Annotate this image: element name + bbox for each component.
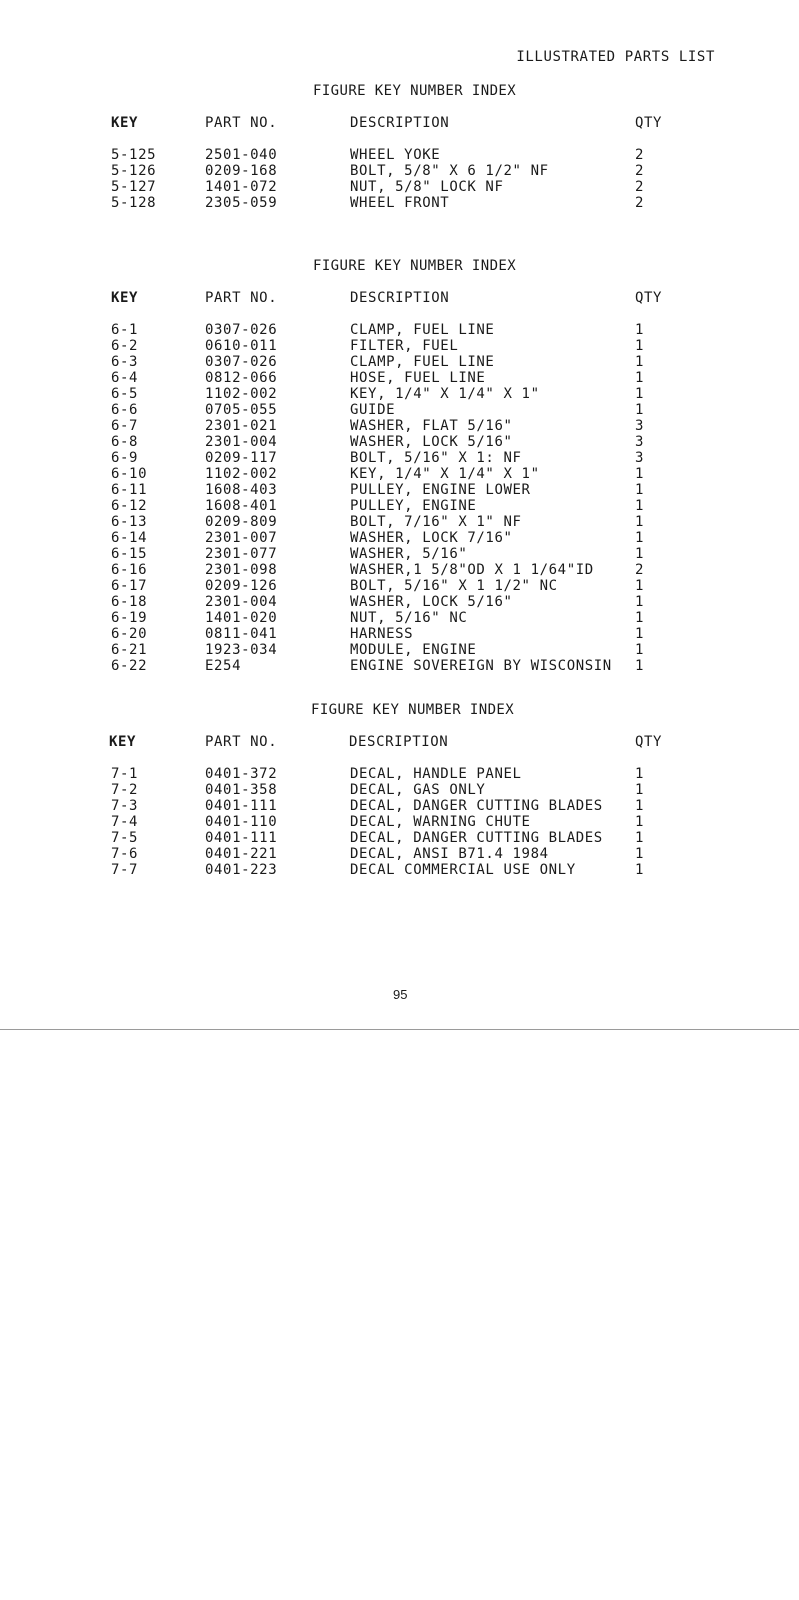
quantity-cell: 1 bbox=[635, 846, 645, 862]
page-header-title: ILLUSTRATED PARTS LIST bbox=[516, 49, 715, 65]
part-number-cell: 2301-077 bbox=[205, 546, 278, 562]
section-title: FIGURE KEY NUMBER INDEX bbox=[311, 702, 515, 718]
column-header-key: KEY bbox=[111, 290, 139, 306]
quantity-cell: 1 bbox=[635, 338, 645, 354]
key-cell: 6-21 bbox=[111, 642, 148, 658]
part-number-cell: 0811-041 bbox=[205, 626, 278, 642]
part-number-cell: 0401-221 bbox=[205, 846, 278, 862]
key-cell: 6-4 bbox=[111, 370, 139, 386]
key-cell: 7-3 bbox=[111, 798, 139, 814]
table-row bbox=[0, 798, 799, 814]
part-number-cell: 0209-117 bbox=[205, 450, 278, 466]
key-cell: 6-17 bbox=[111, 578, 148, 594]
key-cell: 6-20 bbox=[111, 626, 148, 642]
table-row bbox=[0, 354, 799, 370]
part-number-cell: 2501-040 bbox=[205, 147, 278, 163]
key-cell: 6-11 bbox=[111, 482, 148, 498]
key-cell: 6-3 bbox=[111, 354, 139, 370]
description-cell: WASHER,1 5/8"OD X 1 1/64"ID bbox=[350, 562, 594, 578]
part-number-cell: 1401-020 bbox=[205, 610, 278, 626]
table-row bbox=[0, 386, 799, 402]
quantity-cell: 1 bbox=[635, 814, 645, 830]
part-number-cell: 1102-002 bbox=[205, 386, 278, 402]
table-row bbox=[0, 450, 799, 466]
table-row bbox=[0, 862, 799, 878]
description-cell: PULLEY, ENGINE LOWER bbox=[350, 482, 531, 498]
key-cell: 5-128 bbox=[111, 195, 157, 211]
quantity-cell: 1 bbox=[635, 514, 645, 530]
part-number-cell: 0401-111 bbox=[205, 830, 278, 846]
key-cell: 5-126 bbox=[111, 163, 157, 179]
table-row bbox=[0, 658, 799, 674]
table-row bbox=[0, 322, 799, 338]
column-header-part-no: PART NO. bbox=[205, 290, 278, 306]
key-cell: 6-15 bbox=[111, 546, 148, 562]
quantity-cell: 1 bbox=[635, 658, 645, 674]
quantity-cell: 1 bbox=[635, 782, 645, 798]
quantity-cell: 1 bbox=[635, 386, 645, 402]
section-title: FIGURE KEY NUMBER INDEX bbox=[313, 83, 517, 99]
part-number-cell: 0401-111 bbox=[205, 798, 278, 814]
part-number-cell: 1608-401 bbox=[205, 498, 278, 514]
column-header-description: DESCRIPTION bbox=[350, 290, 450, 306]
description-cell: WASHER, LOCK 7/16" bbox=[350, 530, 513, 546]
table-row bbox=[0, 562, 799, 578]
quantity-cell: 1 bbox=[635, 766, 645, 782]
column-header-part-no: PART NO. bbox=[205, 115, 278, 131]
description-cell: GUIDE bbox=[350, 402, 396, 418]
part-number-cell: 0401-358 bbox=[205, 782, 278, 798]
key-cell: 6-5 bbox=[111, 386, 139, 402]
description-cell: WASHER, FLAT 5/16" bbox=[350, 418, 513, 434]
page-divider bbox=[0, 1029, 799, 1030]
description-cell: WASHER, 5/16" bbox=[350, 546, 468, 562]
part-number-cell: 0209-126 bbox=[205, 578, 278, 594]
key-cell: 6-9 bbox=[111, 450, 139, 466]
part-number-cell: 0610-011 bbox=[205, 338, 278, 354]
quantity-cell: 1 bbox=[635, 830, 645, 846]
key-cell: 7-4 bbox=[111, 814, 139, 830]
key-cell: 7-6 bbox=[111, 846, 139, 862]
key-cell: 6-19 bbox=[111, 610, 148, 626]
key-cell: 6-12 bbox=[111, 498, 148, 514]
key-cell: 6-7 bbox=[111, 418, 139, 434]
part-number-cell: 1401-072 bbox=[205, 179, 278, 195]
description-cell: KEY, 1/4" X 1/4" X 1" bbox=[350, 466, 540, 482]
table-row bbox=[0, 482, 799, 498]
key-cell: 6-1 bbox=[111, 322, 139, 338]
quantity-cell: 1 bbox=[635, 862, 645, 878]
part-number-cell: 2301-004 bbox=[205, 594, 278, 610]
description-cell: CLAMP, FUEL LINE bbox=[350, 322, 495, 338]
part-number-cell: 0401-223 bbox=[205, 862, 278, 878]
table-row bbox=[0, 766, 799, 782]
table-row bbox=[0, 338, 799, 354]
quantity-cell: 1 bbox=[635, 798, 645, 814]
part-number-cell: 1102-002 bbox=[205, 466, 278, 482]
quantity-cell: 1 bbox=[635, 466, 645, 482]
quantity-cell: 1 bbox=[635, 546, 645, 562]
column-header-part-no: PART NO. bbox=[205, 734, 278, 750]
description-cell: PULLEY, ENGINE bbox=[350, 498, 477, 514]
description-cell: DECAL, DANGER CUTTING BLADES bbox=[350, 830, 603, 846]
column-header-qty: QTY bbox=[635, 115, 663, 131]
quantity-cell: 1 bbox=[635, 322, 645, 338]
description-cell: KEY, 1/4" X 1/4" X 1" bbox=[350, 386, 540, 402]
column-header-description: DESCRIPTION bbox=[350, 115, 450, 131]
quantity-cell: 1 bbox=[635, 530, 645, 546]
part-number-cell: 0705-055 bbox=[205, 402, 278, 418]
column-header-description: DESCRIPTION bbox=[349, 734, 449, 750]
description-cell: HARNESS bbox=[350, 626, 414, 642]
part-number-cell: 0307-026 bbox=[205, 354, 278, 370]
description-cell: CLAMP, FUEL LINE bbox=[350, 354, 495, 370]
part-number-cell: 2301-004 bbox=[205, 434, 278, 450]
column-header-key: KEY bbox=[109, 734, 137, 750]
part-number-cell: 0401-110 bbox=[205, 814, 278, 830]
part-number-cell: 0209-809 bbox=[205, 514, 278, 530]
table-row bbox=[0, 846, 799, 862]
table-row bbox=[0, 594, 799, 610]
key-cell: 7-1 bbox=[111, 766, 139, 782]
part-number-cell: 2301-007 bbox=[205, 530, 278, 546]
part-number-cell: 1923-034 bbox=[205, 642, 278, 658]
table-row bbox=[0, 814, 799, 830]
key-cell: 6-16 bbox=[111, 562, 148, 578]
part-number-cell: 0812-066 bbox=[205, 370, 278, 386]
key-cell: 6-2 bbox=[111, 338, 139, 354]
part-number-cell: 2305-059 bbox=[205, 195, 278, 211]
description-cell: NUT, 5/16" NC bbox=[350, 610, 468, 626]
table-row bbox=[0, 498, 799, 514]
table-row bbox=[0, 610, 799, 626]
table-row bbox=[0, 195, 799, 211]
description-cell: BOLT, 7/16" X 1" NF bbox=[350, 514, 522, 530]
description-cell: DECAL, WARNING CHUTE bbox=[350, 814, 531, 830]
quantity-cell: 1 bbox=[635, 482, 645, 498]
quantity-cell: 1 bbox=[635, 594, 645, 610]
table-row bbox=[0, 466, 799, 482]
table-row bbox=[0, 147, 799, 163]
quantity-cell: 1 bbox=[635, 402, 645, 418]
table-row bbox=[0, 179, 799, 195]
part-number-cell: 0401-372 bbox=[205, 766, 278, 782]
description-cell: DECAL, ANSI B71.4 1984 bbox=[350, 846, 549, 862]
section-title: FIGURE KEY NUMBER INDEX bbox=[313, 258, 517, 274]
table-row bbox=[0, 434, 799, 450]
quantity-cell: 1 bbox=[635, 370, 645, 386]
table-row bbox=[0, 830, 799, 846]
description-cell: FILTER, FUEL bbox=[350, 338, 459, 354]
table-row bbox=[0, 578, 799, 594]
quantity-cell: 2 bbox=[635, 163, 645, 179]
description-cell: WASHER, LOCK 5/16" bbox=[350, 594, 513, 610]
key-cell: 6-22 bbox=[111, 658, 148, 674]
table-row bbox=[0, 530, 799, 546]
key-cell: 6-13 bbox=[111, 514, 148, 530]
description-cell: HOSE, FUEL LINE bbox=[350, 370, 486, 386]
key-cell: 7-5 bbox=[111, 830, 139, 846]
description-cell: MODULE, ENGINE bbox=[350, 642, 477, 658]
description-cell: BOLT, 5/16" X 1: NF bbox=[350, 450, 522, 466]
quantity-cell: 2 bbox=[635, 562, 645, 578]
key-cell: 6-18 bbox=[111, 594, 148, 610]
description-cell: DECAL, DANGER CUTTING BLADES bbox=[350, 798, 603, 814]
key-cell: 5-125 bbox=[111, 147, 157, 163]
part-number-cell: 2301-098 bbox=[205, 562, 278, 578]
quantity-cell: 3 bbox=[635, 418, 645, 434]
column-header-qty: QTY bbox=[635, 734, 663, 750]
description-cell: BOLT, 5/16" X 1 1/2" NC bbox=[350, 578, 558, 594]
table-row bbox=[0, 642, 799, 658]
quantity-cell: 1 bbox=[635, 498, 645, 514]
table-row bbox=[0, 782, 799, 798]
quantity-cell: 3 bbox=[635, 434, 645, 450]
table-row bbox=[0, 626, 799, 642]
quantity-cell: 1 bbox=[635, 642, 645, 658]
table-row bbox=[0, 546, 799, 562]
page-number: 95 bbox=[393, 987, 408, 1002]
part-number-cell: 2301-021 bbox=[205, 418, 278, 434]
quantity-cell: 1 bbox=[635, 626, 645, 642]
description-cell: WHEEL FRONT bbox=[350, 195, 450, 211]
description-cell: DECAL, GAS ONLY bbox=[350, 782, 486, 798]
column-header-qty: QTY bbox=[635, 290, 663, 306]
description-cell: DECAL COMMERCIAL USE ONLY bbox=[350, 862, 576, 878]
key-cell: 6-14 bbox=[111, 530, 148, 546]
description-cell: DECAL, HANDLE PANEL bbox=[350, 766, 522, 782]
quantity-cell: 2 bbox=[635, 195, 645, 211]
quantity-cell: 2 bbox=[635, 147, 645, 163]
column-header-key: KEY bbox=[111, 115, 139, 131]
quantity-cell: 3 bbox=[635, 450, 645, 466]
quantity-cell: 1 bbox=[635, 578, 645, 594]
quantity-cell: 1 bbox=[635, 354, 645, 370]
key-cell: 7-2 bbox=[111, 782, 139, 798]
part-number-cell: E254 bbox=[205, 658, 242, 674]
part-number-cell: 0307-026 bbox=[205, 322, 278, 338]
key-cell: 6-6 bbox=[111, 402, 139, 418]
key-cell: 6-8 bbox=[111, 434, 139, 450]
key-cell: 7-7 bbox=[111, 862, 139, 878]
table-row bbox=[0, 163, 799, 179]
quantity-cell: 2 bbox=[635, 179, 645, 195]
key-cell: 6-10 bbox=[111, 466, 148, 482]
table-row bbox=[0, 402, 799, 418]
description-cell: BOLT, 5/8" X 6 1/2" NF bbox=[350, 163, 549, 179]
description-cell: WHEEL YOKE bbox=[350, 147, 441, 163]
description-cell: WASHER, LOCK 5/16" bbox=[350, 434, 513, 450]
description-cell: ENGINE SOVEREIGN BY WISCONSIN bbox=[350, 658, 612, 674]
table-row bbox=[0, 370, 799, 386]
table-row bbox=[0, 418, 799, 434]
description-cell: NUT, 5/8" LOCK NF bbox=[350, 179, 504, 195]
quantity-cell: 1 bbox=[635, 610, 645, 626]
table-row bbox=[0, 514, 799, 530]
part-number-cell: 1608-403 bbox=[205, 482, 278, 498]
key-cell: 5-127 bbox=[111, 179, 157, 195]
part-number-cell: 0209-168 bbox=[205, 163, 278, 179]
